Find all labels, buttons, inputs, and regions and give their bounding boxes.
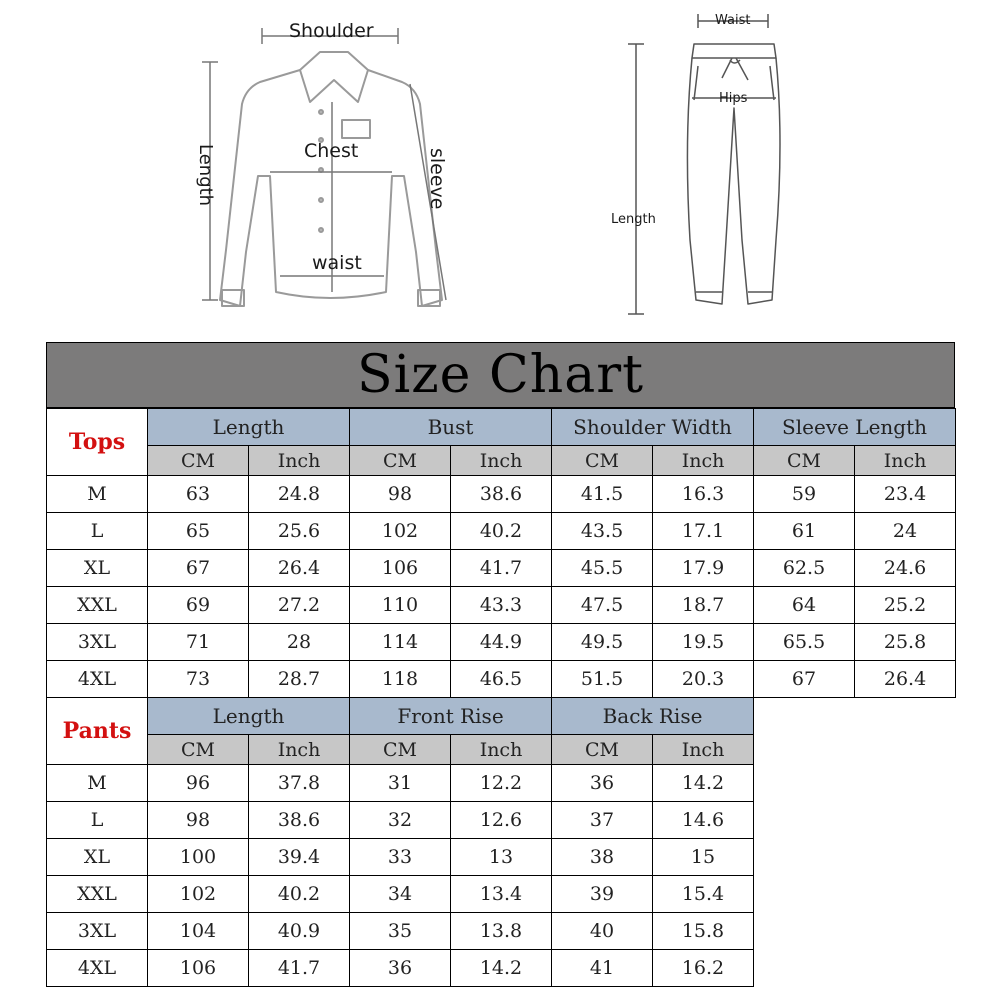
pants-value-cell: 12.2 [451,765,552,802]
pants-value-cell: 14.2 [451,950,552,987]
tops-unit-header: CM [754,446,855,476]
tops-value-cell: 43.3 [451,587,552,624]
tops-unit-header: Inch [451,446,552,476]
pants-value-cell: 13.8 [451,913,552,950]
pants-value-cell: 40.9 [249,913,350,950]
pants-group-back-rise: Back Rise [552,698,754,735]
pants-size-cell: 4XL [47,950,148,987]
pants-value-cell: 14.6 [653,802,754,839]
tops-table-row [47,587,956,624]
pants-value-cell: 15.8 [653,913,754,950]
tops-value-cell: 41.7 [451,550,552,587]
tops-value-cell: 38.6 [451,476,552,513]
shirt-collar [300,52,368,102]
pants-group-length: Length [148,698,350,735]
tops-value-cell: 44.9 [451,624,552,661]
pants-table-row [47,950,956,987]
tops-unit-header: CM [148,446,249,476]
pants-unit-header: Inch [653,735,754,765]
tops-value-cell: 25.8 [855,624,956,661]
tops-group-length: Length [148,409,350,446]
pants-waist-label: Waist [715,13,751,28]
tops-rows [47,476,956,698]
tops-value-cell: 28 [249,624,350,661]
tops-value-cell: 67 [754,661,855,698]
tops-unit-header: CM [552,446,653,476]
pants-illustration [628,14,780,314]
pants-value-cell: 102 [148,876,249,913]
pants-value-cell: 40.2 [249,876,350,913]
tops-value-cell: 114 [350,624,451,661]
tops-value-cell: 24.8 [249,476,350,513]
tops-value-cell: 17.1 [653,513,754,550]
tops-value-cell: 24.6 [855,550,956,587]
tops-value-cell: 65 [148,513,249,550]
tops-size-cell: 3XL [47,624,148,661]
tops-value-cell: 25.2 [855,587,956,624]
pants-value-cell: 100 [148,839,249,876]
tops-unit-header: CM [350,446,451,476]
tops-value-cell: 71 [148,624,249,661]
pants-section-label: Pants [47,698,148,765]
tops-value-cell: 69 [148,587,249,624]
pants-value-cell: 37 [552,802,653,839]
pants-size-cell: M [47,765,148,802]
tops-value-cell: 110 [350,587,451,624]
pants-waistband [692,44,776,58]
tops-value-cell: 62.5 [754,550,855,587]
tops-unit-header: Inch [653,446,754,476]
tops-section-label: Tops [47,409,148,476]
tops-size-cell: XL [47,550,148,587]
tops-value-cell: 61 [754,513,855,550]
pants-rows [47,765,956,987]
tops-value-cell: 47.5 [552,587,653,624]
pants-value-cell: 96 [148,765,249,802]
tops-size-table [46,408,956,698]
pants-value-cell: 13 [451,839,552,876]
tops-value-cell: 24 [855,513,956,550]
pants-value-cell: 36 [552,765,653,802]
garment-measurement-diagram [0,0,1001,340]
pants-unit-header: CM [552,735,653,765]
pants-empty-space [754,698,956,765]
tops-size-cell: M [47,476,148,513]
pants-value-cell: 32 [350,802,451,839]
tops-value-cell: 64 [754,587,855,624]
tops-size-cell: L [47,513,148,550]
pants-value-cell: 104 [148,913,249,950]
tops-value-cell: 41.5 [552,476,653,513]
tops-value-cell: 23.4 [855,476,956,513]
tops-value-cell: 26.4 [855,661,956,698]
waist-label: waist [312,252,362,274]
pants-size-table [46,697,956,987]
pants-unit-header: Inch [249,735,350,765]
pants-hips-label: Hips [719,91,748,106]
tops-value-cell: 17.9 [653,550,754,587]
tops-value-cell: 98 [350,476,451,513]
pants-value-cell: 15.4 [653,876,754,913]
tops-table-row [47,476,956,513]
tops-value-cell: 73 [148,661,249,698]
pants-size-cell: 3XL [47,913,148,950]
pants-size-cell: XXL [47,876,148,913]
pants-value-cell: 35 [350,913,451,950]
pants-table-row [47,839,956,876]
tops-value-cell: 118 [350,661,451,698]
pants-value-cell: 39.4 [249,839,350,876]
pants-value-cell: 34 [350,876,451,913]
tops-value-cell: 67 [148,550,249,587]
pants-value-cell: 12.6 [451,802,552,839]
sleeve-label: sleeve [426,148,448,210]
pants-table-row [47,876,956,913]
tops-value-cell: 51.5 [552,661,653,698]
tops-value-cell: 27.2 [249,587,350,624]
pants-table-row [47,802,956,839]
tops-value-cell: 26.4 [249,550,350,587]
pants-value-cell: 41.7 [249,950,350,987]
tops-table-row [47,661,956,698]
pants-unit-header: Inch [451,735,552,765]
pants-value-cell: 15 [653,839,754,876]
pants-value-cell: 31 [350,765,451,802]
tops-value-cell: 20.3 [653,661,754,698]
tops-value-cell: 65.5 [754,624,855,661]
tops-value-cell: 49.5 [552,624,653,661]
size-chart-title: Size Chart [46,342,955,408]
tops-value-cell: 59 [754,476,855,513]
pants-unit-header: CM [148,735,249,765]
pants-value-cell: 16.2 [653,950,754,987]
pants-value-cell: 14.2 [653,765,754,802]
tops-value-cell: 25.6 [249,513,350,550]
shirt-length-label: Length [195,144,216,207]
tops-value-cell: 102 [350,513,451,550]
tops-table-row [47,550,956,587]
tops-unit-header: Inch [855,446,956,476]
tops-value-cell: 28.7 [249,661,350,698]
chest-label: Chest [304,140,359,162]
tops-value-cell: 45.5 [552,550,653,587]
tops-value-cell: 46.5 [451,661,552,698]
chest-pocket [342,120,370,138]
pants-value-cell: 106 [148,950,249,987]
pants-size-cell: L [47,802,148,839]
tops-size-cell: XXL [47,587,148,624]
tops-size-cell: 4XL [47,661,148,698]
pants-value-cell: 38.6 [249,802,350,839]
tops-value-cell: 106 [350,550,451,587]
shoulder-label: Shoulder [289,20,374,42]
pants-value-cell: 98 [148,802,249,839]
pants-length-label: Length [611,212,656,227]
tops-table-row [47,513,956,550]
tops-value-cell: 18.7 [653,587,754,624]
pants-value-cell: 38 [552,839,653,876]
tops-value-cell: 43.5 [552,513,653,550]
pants-table-row [47,765,956,802]
pants-value-cell: 13.4 [451,876,552,913]
pants-group-front-rise: Front Rise [350,698,552,735]
tops-value-cell: 16.3 [653,476,754,513]
pants-value-cell: 36 [350,950,451,987]
pants-unit-header: CM [350,735,451,765]
tops-value-cell: 63 [148,476,249,513]
tops-group-shoulder-width: Shoulder Width [552,409,754,446]
tops-unit-header: Inch [249,446,350,476]
tops-group-bust: Bust [350,409,552,446]
pants-value-cell: 33 [350,839,451,876]
tops-table-row [47,624,956,661]
pants-value-cell: 39 [552,876,653,913]
pants-table-row [47,913,956,950]
pants-size-cell: XL [47,839,148,876]
pants-value-cell: 37.8 [249,765,350,802]
pants-value-cell: 41 [552,950,653,987]
tops-value-cell: 40.2 [451,513,552,550]
pants-value-cell: 40 [552,913,653,950]
tops-group-sleeve-length: Sleeve Length [754,409,956,446]
tops-value-cell: 19.5 [653,624,754,661]
